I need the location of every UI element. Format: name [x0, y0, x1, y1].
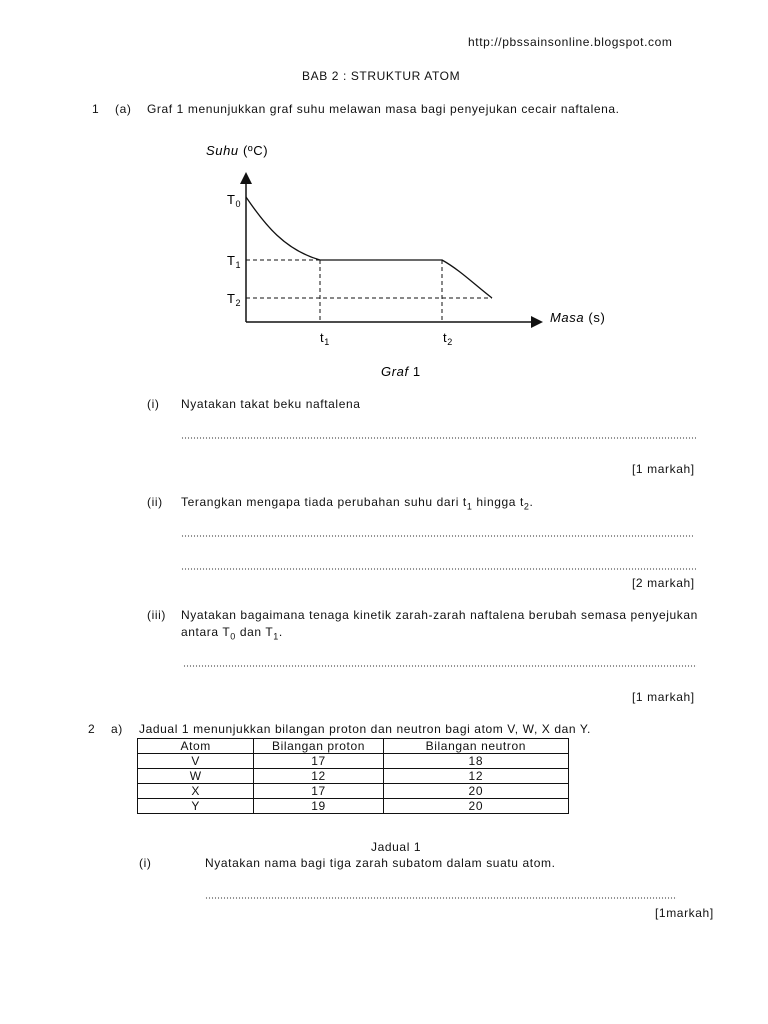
q1-item-iii-line2: antara $T_0$ dan $T_1$.	[181, 625, 283, 642]
source-url: http://pbssainsonline.blogspot.com	[468, 35, 673, 49]
answer-line[interactable]	[181, 535, 693, 537]
answer-line[interactable]	[181, 568, 696, 570]
q1-item-ii-label: (ii)	[147, 495, 163, 509]
q1-item-iii-label: (iii)	[147, 608, 166, 622]
x-tick-t2: $t_2$	[443, 330, 453, 347]
table-cell: 19	[254, 799, 383, 814]
q2-item-i-marks: [1markah]	[655, 906, 714, 920]
y-tick-t1: $T_1$	[227, 253, 242, 270]
x-axis-title: Masa (s)	[550, 310, 606, 325]
q2-item-i-text: Nyatakan nama bagi tiga zarah subatom dalam suatu atom.	[205, 856, 556, 870]
table-cell: 20	[383, 799, 568, 814]
table-cell: X	[138, 784, 254, 799]
atom-table	[137, 738, 569, 814]
q1-item-i-text: Nyatakan takat beku naftalena	[181, 397, 361, 411]
q1-item-i-label: (i)	[147, 397, 160, 411]
table-caption: Jadual 1	[371, 840, 422, 854]
q1-item-iii-line1: Nyatakan bagaimana tenaga kinetik zarah-zarah naftalena berubah semasa penyejukan	[181, 608, 698, 622]
table-cell: 20	[383, 784, 568, 799]
chapter-title: BAB 2 : STRUKTUR ATOM	[302, 69, 461, 83]
table-cell: V	[138, 754, 254, 769]
table-header: Atom	[138, 739, 254, 754]
table-row	[138, 784, 569, 799]
q1-item-i-marks: [1 markah]	[632, 462, 695, 476]
y-axis-title: Suhu (ºC)	[206, 143, 269, 158]
q1-item-ii-marks: [2 markah]	[632, 576, 695, 590]
question-2-number: 2	[88, 722, 96, 736]
answer-line[interactable]	[183, 665, 697, 667]
q1-item-ii-text: Terangkan mengapa tiada perubahan suhu dari $t_1$ hingga $t_2$.	[181, 495, 534, 512]
question-1-part: (a)	[115, 102, 132, 116]
table-header-row	[138, 739, 569, 754]
table-row	[138, 799, 569, 814]
table-cell: 12	[383, 769, 568, 784]
table-row	[138, 754, 569, 769]
table-cell: W	[138, 769, 254, 784]
table-header: Bilangan proton	[254, 739, 383, 754]
table-cell: 17	[254, 784, 383, 799]
answer-line[interactable]	[205, 897, 677, 899]
table-cell: 18	[383, 754, 568, 769]
table-cell: 12	[254, 769, 383, 784]
table-cell: 17	[254, 754, 383, 769]
question-2-part: a)	[111, 722, 123, 736]
cooling-curve	[246, 197, 492, 298]
question-1-intro: Graf 1 menunjukkan graf suhu melawan masa bagi penyejukan cecair naftalena.	[147, 102, 620, 116]
q1-item-iii-marks: [1 markah]	[632, 690, 695, 704]
question-1-number: 1	[92, 102, 100, 116]
answer-line[interactable]	[181, 437, 696, 439]
y-tick-t0: $T_0$	[227, 192, 242, 209]
table-cell: Y	[138, 799, 254, 814]
q2-item-i-label: (i)	[139, 856, 152, 870]
table-header: Bilangan neutron	[383, 739, 568, 754]
question-2-intro: Jadual 1 menunjukkan bilangan proton dan neutron bagi atom V, W, X dan Y.	[139, 722, 591, 736]
graph-caption: Graf 1	[381, 364, 421, 379]
table-row	[138, 769, 569, 784]
y-tick-t2: $T_2$	[227, 291, 242, 308]
x-tick-t1: $t_1$	[320, 330, 330, 347]
